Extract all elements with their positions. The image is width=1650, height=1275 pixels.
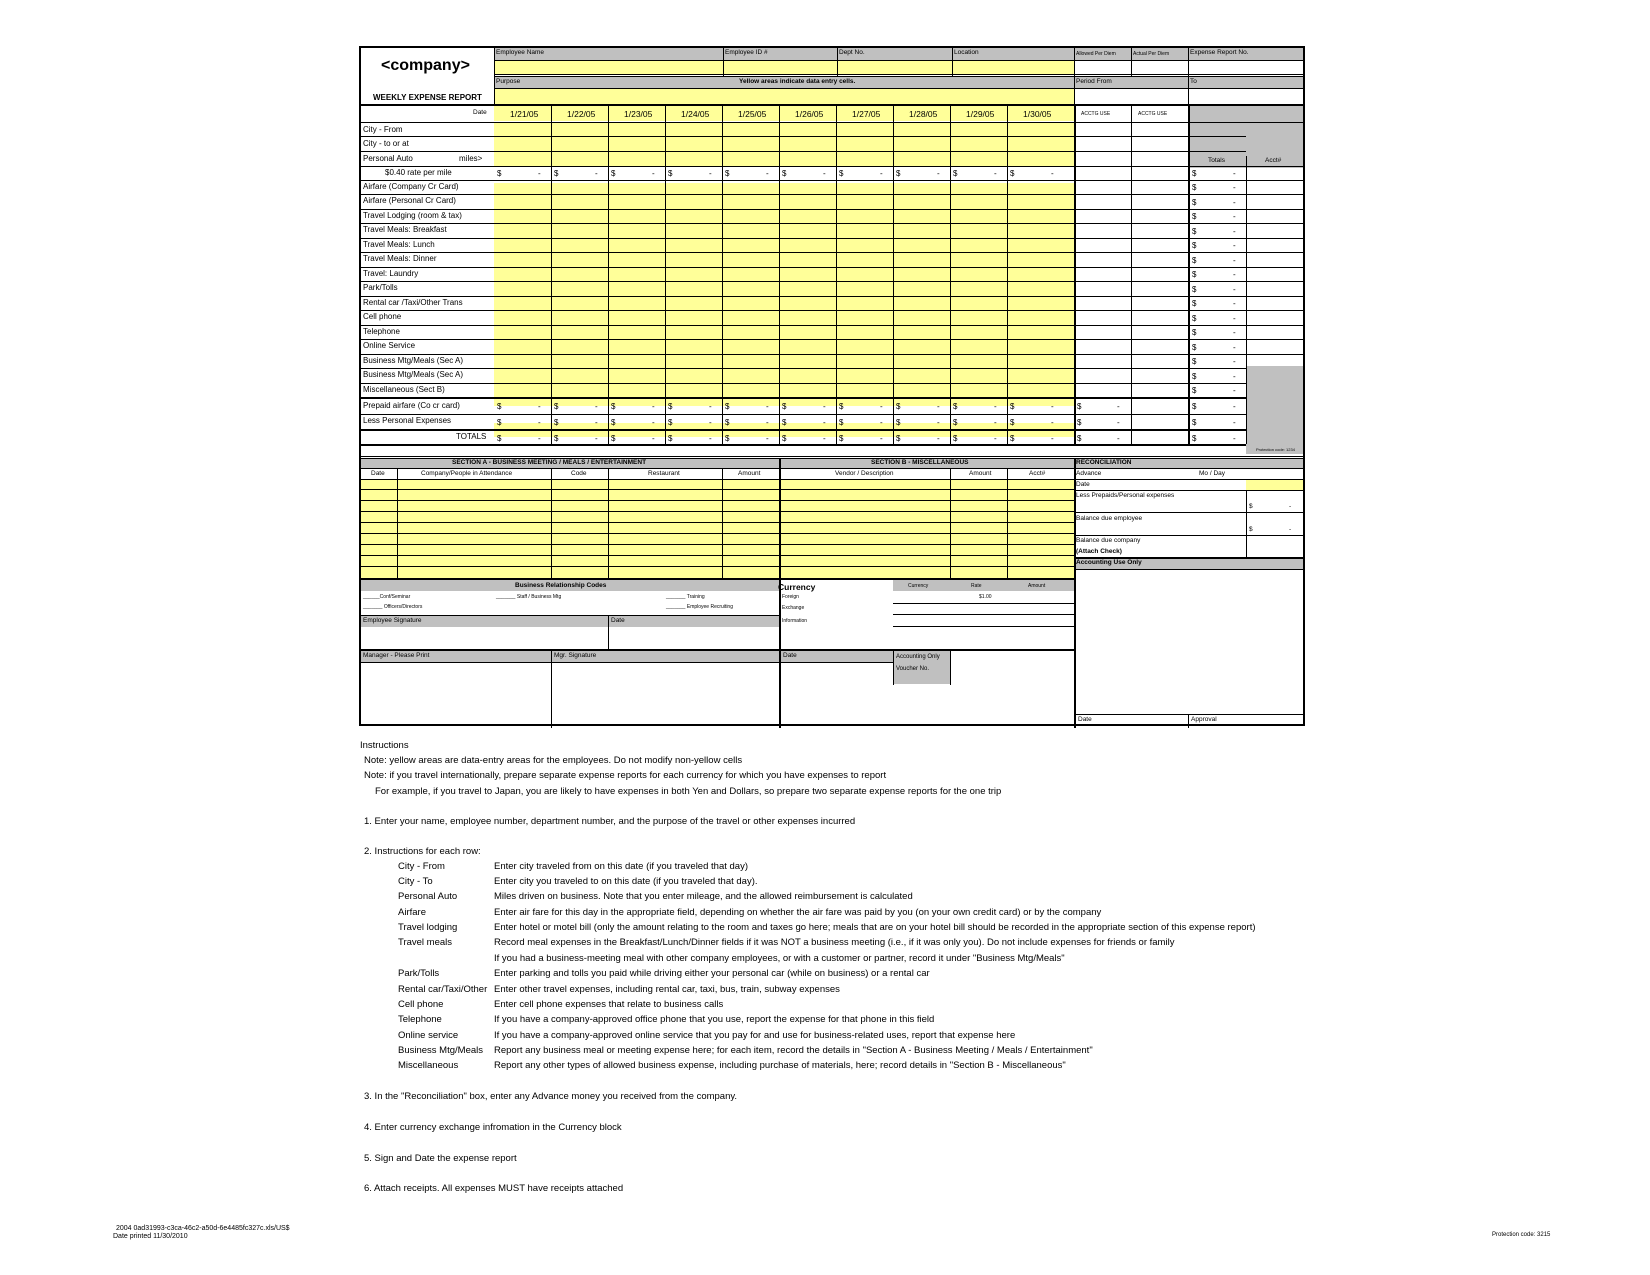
reconciliation-date: Date	[1076, 481, 1090, 488]
instr-item-key: City - From	[398, 861, 445, 872]
instr-item-key: Travel lodging	[398, 922, 458, 933]
reconciliation-dash-2: -	[1289, 526, 1292, 533]
currency-foreign: Foreign	[782, 594, 799, 600]
company-name: <company>	[381, 57, 470, 74]
section-a-col-date: Date	[371, 470, 385, 477]
instructions-step-6: 6. Attach receipts. All expenses MUST have receipts attached	[364, 1183, 624, 1194]
instructions-step-4: 4. Enter currency exchange infromation in the Currency block	[364, 1122, 622, 1133]
date-2[interactable]: 1/22/05	[567, 109, 596, 119]
dollar-sign: $	[668, 169, 673, 178]
mgr-signature-label: Mgr. Signature	[554, 652, 597, 659]
amount-dash: -	[994, 434, 997, 443]
amount-dash: -	[1233, 402, 1236, 411]
currency-exchange: Exchange	[782, 605, 805, 611]
amount-dash: -	[1051, 169, 1054, 178]
approval-date-label: Date	[1078, 716, 1092, 723]
amount-dash: -	[994, 418, 997, 427]
instructions-title: Instructions	[360, 740, 409, 751]
currency-title: Currency	[778, 582, 816, 592]
dollar-sign: $	[611, 169, 616, 178]
amount-dash: -	[823, 169, 826, 178]
dollar-sign: $	[497, 169, 502, 178]
dollar-sign: $	[896, 169, 901, 178]
amount-dash: -	[538, 169, 541, 178]
amount-dash: -	[1233, 241, 1236, 250]
section-b-col-amount: Amount	[969, 470, 992, 477]
amount-dash: -	[1233, 256, 1236, 265]
section-ab-entry[interactable]	[361, 480, 1074, 578]
totals-label: Totals	[1208, 157, 1225, 164]
dollar-sign: $	[554, 434, 559, 443]
instructions-step-5: 5. Sign and Date the expense report	[364, 1153, 517, 1164]
instr-item-key: Airfare	[398, 907, 426, 918]
dollar-sign: $	[1010, 418, 1015, 427]
dollar-sign: $	[839, 434, 844, 443]
amount-dash: -	[1117, 418, 1120, 427]
row-label-prepaid: Prepaid airfare (Co cr card)	[363, 401, 460, 410]
instr-item-key: City - To	[398, 876, 433, 887]
purpose-label: Purpose	[496, 78, 521, 85]
row-label-lodging: Travel Lodging (room & tax)	[363, 211, 462, 220]
instr-item-text: Enter parking and tolls you paid while driving either your personal car (while on business) or a rental car	[494, 968, 930, 979]
dollar-sign: $	[611, 418, 616, 427]
dollar-sign: $	[953, 434, 958, 443]
amount-dash: -	[880, 418, 883, 427]
instr-item-text: Miles driven on business. Note that you enter mileage, and the allowed reimbursement is calculated	[494, 891, 913, 902]
section-b-title: SECTION B - MISCELLANEOUS	[871, 459, 969, 466]
to-label: To	[1190, 78, 1197, 85]
amount-dash: -	[1233, 270, 1236, 279]
reconciliation-balance-company: Balance due company	[1076, 537, 1141, 544]
row-label-city-from: City - From	[363, 125, 403, 134]
dollar-sign: $	[1192, 386, 1197, 395]
dollar-sign: $	[725, 169, 730, 178]
amount-dash: -	[538, 434, 541, 443]
amount-dash: -	[1051, 418, 1054, 427]
row-label-telephone: Telephone	[363, 327, 400, 336]
footer-file: 2004 0ad31993-c3ca-46c2-a50d-6e4485fc327c.xls/US$	[116, 1225, 290, 1232]
date-4[interactable]: 1/24/05	[681, 109, 710, 119]
dollar-sign: $	[839, 169, 844, 178]
amount-dash: -	[709, 418, 712, 427]
dollar-sign: $	[782, 402, 787, 411]
section-a-col-code: Code	[571, 470, 587, 477]
amount-dash: -	[538, 418, 541, 427]
reconciliation-dollar-1: $	[1249, 503, 1253, 510]
amount-dash: -	[595, 169, 598, 178]
date-9[interactable]: 1/29/05	[966, 109, 995, 119]
footer-printed: Date printed 11/30/2010	[113, 1233, 188, 1240]
amount-dash: -	[880, 169, 883, 178]
amount-dash: -	[652, 402, 655, 411]
approval-label: Approval	[1191, 716, 1217, 723]
mgr-date-label: Date	[783, 652, 797, 659]
instr-item-key: Travel meals	[398, 937, 453, 948]
instr-item-text: Enter air fare for this day in the appropriate field, depending on whether the air fare was paid by you (on your own credit card) or by the company	[494, 907, 1102, 918]
row-label-airfare-personal: Airfare (Personal Cr Card)	[363, 196, 456, 205]
amount-dash: -	[994, 169, 997, 178]
code-conf: ______Conf/Seminar	[363, 594, 411, 600]
amount-dash: -	[652, 434, 655, 443]
dollar-sign: $	[1192, 372, 1197, 381]
actual-per-diem-label: Actual Per Diem	[1133, 51, 1170, 57]
instructions-note-1: Note: yellow areas are data-entry areas for the employees. Do not modify non-yellow cells	[364, 755, 743, 766]
amount-dash: -	[1233, 285, 1236, 294]
amount-dash: -	[1233, 299, 1236, 308]
dollar-sign: $	[554, 418, 559, 427]
dollar-sign: $	[725, 402, 730, 411]
dollar-sign: $	[668, 402, 673, 411]
row-label-park-tolls: Park/Tolls	[363, 283, 398, 292]
dollar-sign: $	[953, 418, 958, 427]
amount-dash: -	[595, 434, 598, 443]
amount-dash: -	[1233, 386, 1236, 395]
amount-dash: -	[880, 402, 883, 411]
dollar-sign: $	[1192, 183, 1197, 192]
section-a-col-amount: Amount	[738, 470, 761, 477]
location-label: Location	[954, 49, 979, 56]
dollar-sign: $	[953, 402, 958, 411]
period-from-label: Period From	[1076, 78, 1112, 85]
amount-dash: -	[766, 402, 769, 411]
row-label-city-to: City - to or at	[363, 139, 409, 148]
dollar-sign: $	[668, 434, 673, 443]
instr-item-text: Report any business meal or meeting expense here; for each item, record the details in "Section A - Business Meeting / Meals / Entertainment"	[494, 1045, 1093, 1056]
voucher-no-label: Voucher No.	[896, 666, 930, 672]
employee-signature-date-label: Date	[611, 617, 625, 624]
reconciliation-mo-day-entry[interactable]	[1246, 480, 1303, 490]
date-3[interactable]: 1/23/05	[624, 109, 653, 119]
footer-protection: Protection code: 3215	[1492, 1232, 1551, 1238]
amount-dash: -	[1051, 434, 1054, 443]
amount-dash: -	[823, 402, 826, 411]
acctg-use-2: ACCTG USE	[1138, 111, 1168, 117]
dollar-sign: $	[1192, 270, 1197, 279]
row-label-bizmtg-1: Business Mtg/Meals (Sec A)	[363, 356, 464, 365]
code-staff: _______ Staff / Business Mtg	[496, 594, 562, 600]
amount-dash: -	[823, 434, 826, 443]
dollar-sign: $	[1192, 314, 1197, 323]
section-b-col-vendor: Vendor / Description	[835, 470, 894, 477]
instr-item-text: Enter city you traveled to on this date (if you traveled that day).	[494, 876, 758, 887]
dollar-sign: $	[782, 418, 787, 427]
dollar-sign: $	[1192, 357, 1197, 366]
amount-dash: -	[652, 418, 655, 427]
dollar-sign: $	[1192, 285, 1197, 294]
date-1[interactable]: 1/21/05	[510, 109, 539, 119]
currency-col-currency: Currency	[908, 583, 929, 589]
amount-dash: -	[880, 434, 883, 443]
report-title: WEEKLY EXPENSE REPORT	[373, 93, 482, 102]
amount-dash: -	[1233, 212, 1236, 221]
currency-rate-value[interactable]: $1.00	[979, 594, 992, 600]
instr-item-key: Park/Tolls	[398, 968, 440, 979]
amount-dash: -	[1233, 328, 1236, 337]
dollar-sign: $	[896, 418, 901, 427]
dollar-sign: $	[953, 169, 958, 178]
instructions-step-3: 3. In the "Reconciliation" box, enter any Advance money you received from the company.	[364, 1091, 738, 1102]
row-label-dinner: Travel Meals: Dinner	[363, 254, 437, 263]
date-7[interactable]: 1/27/05	[852, 109, 881, 119]
instr-item-text: Record meal expenses in the Breakfast/Lunch/Dinner fields if it was NOT a business meeting (i.e., if it was only you). Do not include expenses for friends or family	[494, 937, 1175, 948]
yellow-note: Yellow areas indicate data entry cells.	[739, 78, 856, 85]
dollar-sign: $	[1192, 212, 1197, 221]
dollar-sign: $	[611, 402, 616, 411]
amount-dash: -	[1233, 198, 1236, 207]
amount-dash: -	[652, 169, 655, 178]
amount-dash: -	[709, 434, 712, 443]
dollar-sign: $	[782, 169, 787, 178]
instr-item-key: Online service	[398, 1030, 459, 1041]
acctg-use-1: ACCTG USE	[1081, 111, 1111, 117]
dollar-sign: $	[611, 434, 616, 443]
dollar-sign: $	[839, 418, 844, 427]
dollar-sign: $	[725, 418, 730, 427]
amount-dash: -	[1233, 343, 1236, 352]
instr-item-text: If you had a business-meeting meal with other company employees, or with a customer or partner, record it under "Business Mtg/Meals"	[494, 953, 1065, 964]
amount-dash: -	[937, 434, 940, 443]
employee-signature-label: Employee Signature	[363, 617, 422, 624]
amount-dash: -	[766, 434, 769, 443]
amount-dash: -	[1051, 402, 1054, 411]
instr-item-key: Personal Auto	[398, 891, 458, 902]
acct-label: Acct#	[1265, 157, 1282, 164]
row-label-breakfast: Travel Meals: Breakfast	[363, 225, 447, 234]
row-label-lunch: Travel Meals: Lunch	[363, 240, 435, 249]
dollar-sign: $	[1010, 434, 1015, 443]
date-8[interactable]: 1/28/05	[909, 109, 938, 119]
dollar-sign: $	[1077, 434, 1082, 443]
instr-item-key: Business Mtg/Meals	[398, 1045, 484, 1056]
amount-dash: -	[937, 169, 940, 178]
amount-dash: -	[1117, 434, 1120, 443]
row-label-rental: Rental car /Taxi/Other Trans	[363, 298, 463, 307]
protection-code-small: Protection code: 1234	[1256, 447, 1295, 452]
row-label-online: Online Service	[363, 341, 416, 350]
employee-name-label: Employee Name	[496, 49, 545, 56]
reconciliation-title: RECONCILIATION	[1076, 459, 1132, 466]
currency-information: Information	[782, 618, 808, 624]
expense-report-form	[359, 46, 1305, 726]
codes-title: Business Relationship Codes	[515, 582, 607, 589]
amount-placeholders	[361, 48, 1307, 468]
date-10[interactable]: 1/30/05	[1023, 109, 1052, 119]
dollar-sign: $	[1192, 434, 1197, 443]
instr-item-text: Enter city traveled from on this date (if you traveled that day)	[494, 861, 748, 872]
instr-item-text: If you have a company-approved office phone that you use, report the expense for that phone in this field	[494, 1014, 935, 1025]
reconciliation-less-prepaids: Less Prepaids/Personal expenses	[1076, 492, 1175, 499]
expense-report-no-label: Expense Report No.	[1190, 49, 1249, 56]
dollar-sign: $	[554, 169, 559, 178]
reconciliation-dollar-2: $	[1249, 526, 1253, 533]
currency-col-amount: Amount	[1028, 583, 1046, 589]
dollar-sign: $	[896, 402, 901, 411]
accounting-use-only: Accounting Use Only	[1076, 559, 1142, 566]
instr-item-key: Cell phone	[398, 999, 444, 1010]
dollar-sign: $	[497, 434, 502, 443]
row-label-mile-rate: $0.40 rate per mile	[385, 168, 452, 177]
reconciliation-advance: Advance	[1076, 470, 1102, 477]
dollar-sign: $	[1192, 241, 1197, 250]
miles-label: miles>	[459, 154, 483, 163]
amount-dash: -	[937, 418, 940, 427]
dollar-sign: $	[497, 402, 502, 411]
code-training: _______ Training	[666, 594, 705, 600]
dollar-sign: $	[1192, 198, 1197, 207]
date-6[interactable]: 1/26/05	[795, 109, 824, 119]
dollar-sign: $	[554, 402, 559, 411]
date-label: Date	[473, 109, 487, 116]
instr-item-key: Telephone	[398, 1014, 442, 1025]
amount-dash: -	[1117, 402, 1120, 411]
instr-item-text: Enter cell phone expenses that relate to business calls	[494, 999, 724, 1010]
instr-item-text: If you have a company-approved online service that you pay for and use for business-related uses, report that expense here	[494, 1030, 1016, 1041]
reconciliation-dash-1: -	[1289, 503, 1292, 510]
row-label-personal-auto: Personal Auto	[363, 154, 413, 163]
dollar-sign: $	[668, 418, 673, 427]
amount-dash: -	[766, 169, 769, 178]
code-officers: _______ Officers/Directors	[363, 604, 423, 610]
amount-dash: -	[994, 402, 997, 411]
instructions-note-2: Note: if you travel internationally, prepare separate expense reports for each currency for which you have expenses to report	[364, 770, 887, 781]
row-label-cell: Cell phone	[363, 312, 402, 321]
amount-dash: -	[1233, 357, 1236, 366]
section-a-title: SECTION A - BUSINESS MEETING / MEALS / ENTERTAINMENT	[452, 459, 647, 466]
dollar-sign: $	[839, 402, 844, 411]
instr-item-text: Enter other travel expenses, including rental car, taxi, bus, train, subway expenses	[494, 984, 840, 995]
row-label-laundry: Travel: Laundry	[363, 269, 419, 278]
dollar-sign: $	[497, 418, 502, 427]
accounting-only-label: Accounting Only	[896, 654, 940, 660]
section-a-col-company: Company/People in Attendance	[421, 470, 513, 477]
dollar-sign: $	[782, 434, 787, 443]
currency-col-rate: Rate	[971, 583, 982, 589]
instr-item-text: Report any other types of allowed business expense, including purchase of materials, here; record details in "Section B - Miscellaneous"	[494, 1060, 1066, 1071]
section-a-col-restaurant: Restaurant	[648, 470, 680, 477]
dollar-sign: $	[1192, 169, 1197, 178]
dollar-sign: $	[1192, 299, 1197, 308]
code-recruiting: _______ Employee Recruiting	[666, 604, 733, 610]
allowed-per-diem-label: Allowed Per Diem	[1076, 51, 1116, 57]
instructions-note-3: For example, if you travel to Japan, you are likely to have expenses in both Yen and Dollars, so prepare two separate expense reports for the one trip	[375, 786, 1002, 797]
instr-item-key: Rental car/Taxi/Other	[398, 984, 488, 995]
amount-dash: -	[595, 402, 598, 411]
amount-dash: -	[709, 169, 712, 178]
amount-dash: -	[1233, 418, 1236, 427]
row-label-less-personal: Less Personal Expenses	[363, 416, 452, 425]
dollar-sign: $	[1077, 418, 1082, 427]
dollar-sign: $	[725, 434, 730, 443]
dollar-sign: $	[1192, 227, 1197, 236]
row-label-misc: Miscellaneous (Sect B)	[363, 385, 445, 394]
dept-label: Dept No.	[839, 49, 865, 56]
dollar-sign: $	[1192, 256, 1197, 265]
reconciliation-mo-day: Mo / Day	[1199, 470, 1226, 477]
amount-dash: -	[1233, 434, 1236, 443]
instructions-step-1: 1. Enter your name, employee number, department number, and the purpose of the travel or other expenses incurred	[364, 816, 856, 827]
dollar-sign: $	[896, 434, 901, 443]
amount-dash: -	[538, 402, 541, 411]
dollar-sign: $	[1192, 402, 1197, 411]
date-5[interactable]: 1/25/05	[738, 109, 767, 119]
dollar-sign: $	[1010, 402, 1015, 411]
dollar-sign: $	[1192, 343, 1197, 352]
amount-dash: -	[1233, 314, 1236, 323]
manager-print-label: Manager - Please Print	[363, 652, 430, 659]
amount-dash: -	[937, 402, 940, 411]
amount-dash: -	[1233, 169, 1236, 178]
employee-id-label: Employee ID #	[725, 49, 768, 56]
reconciliation-attach-check: (Attach Check)	[1076, 548, 1122, 555]
dollar-sign: $	[1192, 418, 1197, 427]
amount-dash: -	[766, 418, 769, 427]
row-label-airfare-company: Airfare (Company Cr Card)	[363, 182, 459, 191]
row-label-bizmtg-2: Business Mtg/Meals (Sec A)	[363, 370, 464, 379]
amount-dash: -	[1233, 227, 1236, 236]
amount-dash: -	[1233, 372, 1236, 381]
row-label-totals: TOTALS	[456, 432, 487, 441]
instr-item-key: Miscellaneous	[398, 1060, 459, 1071]
section-b-col-acct: Acct#	[1029, 470, 1046, 477]
amount-dash: -	[595, 418, 598, 427]
amount-dash: -	[709, 402, 712, 411]
amount-dash: -	[823, 418, 826, 427]
instr-item-text: Enter hotel or motel bill (only the amount relating to the room and taxes go here; meals that are on your hotel bill should be recorded in the appropriate section of this expense report)	[494, 922, 1256, 933]
dollar-sign: $	[1077, 402, 1082, 411]
reconciliation-balance-employee: Balance due employee	[1076, 515, 1143, 522]
instructions-step-2: 2. Instructions for each row:	[364, 846, 481, 857]
dollar-sign: $	[1010, 169, 1015, 178]
dollar-sign: $	[1192, 328, 1197, 337]
amount-dash: -	[1233, 183, 1236, 192]
